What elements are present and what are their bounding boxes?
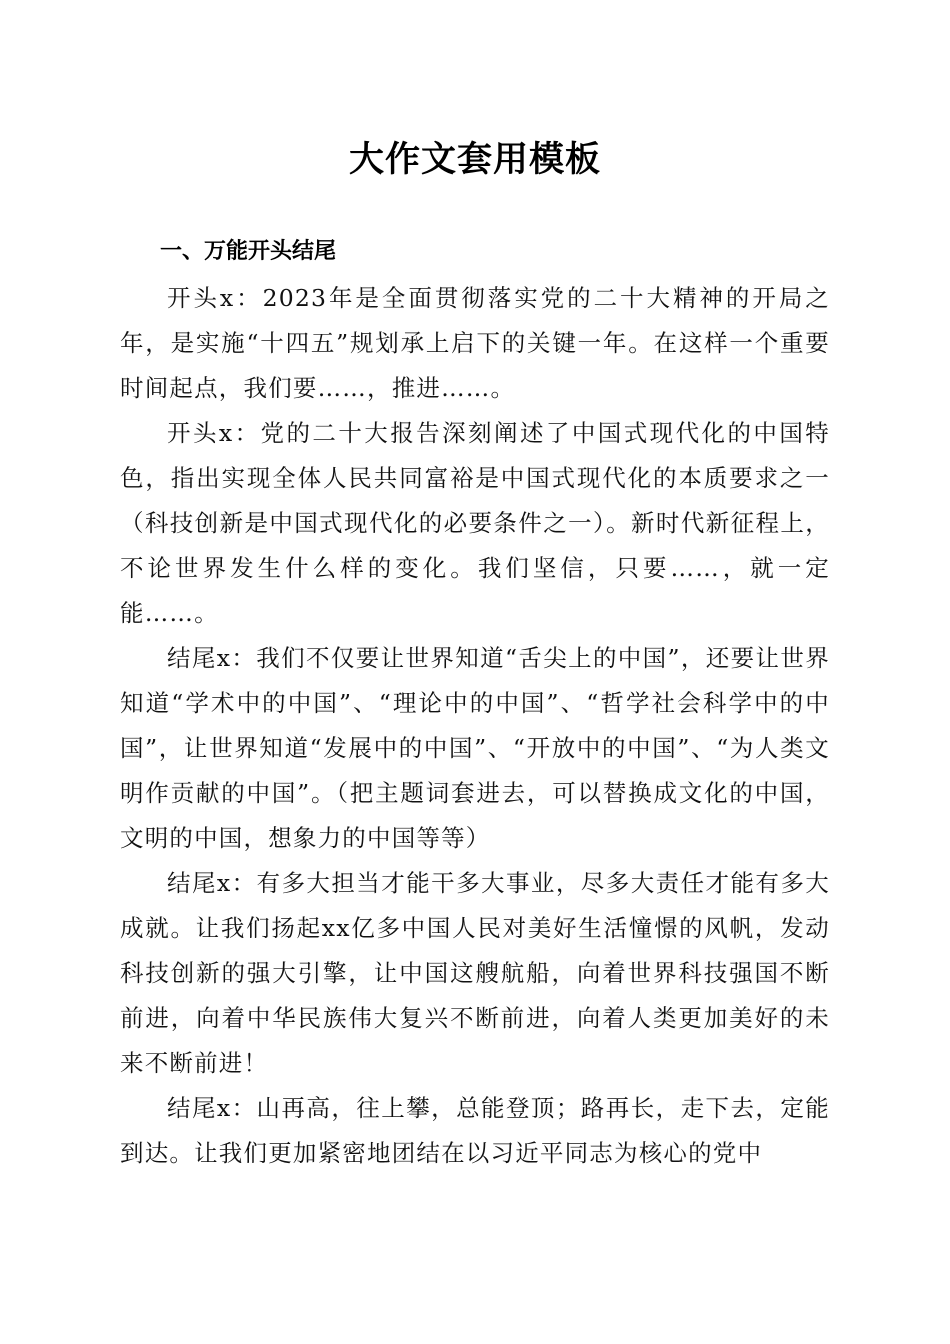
paragraph-ending-2: 结尾x：有多大担当才能干多大事业，尽多大责任才能有多大成就。让我们扬起xx亿多中国人民对美好生活憧憬的风帆，发动科技创新的强大引擎，让中国这艘航船，向着世界科技强国不断前进，向着中华民族伟大复兴不断前进，向着人类更加美好的未来不断前进！ — [120, 869, 830, 1077]
paragraph-opening-1: 开头x：2023年是全面贯彻落实党的二十大精神的开局之年，是实施“十四五”规划承上启下的关键一年。在这样一个重要时间起点，我们要……，推进……。 — [120, 284, 830, 402]
section-heading: 一、万能开头结尾 — [160, 239, 337, 264]
document-title: 大作文套用模板 — [348, 139, 601, 180]
paragraph-opening-2: 开头x：党的二十大报告深刻阐述了中国式现代化的中国特色，指出实现全体人民共同富裕是中国式现代化的本质要求之一（科技创新是中国式现代化的必要条件之一）。新时代新征程上，不论世界发生什么样的变化。我们坚信，只要……，就一定能……。 — [120, 419, 830, 627]
paragraph-ending-3: 结尾x：山再高，往上攀，总能登顶；路再长，走下去，定能到达。让我们更加紧密地团结在以习近平同志为核心的党中 — [120, 1094, 830, 1167]
document-body — [120, 276, 830, 1176]
paragraph-ending-1: 结尾x：我们不仅要让世界知道“舌尖上的中国”，还要让世界知道“学术中的中国”、“理论中的中国”、“哲学社会科学中的中国”，让世界知道“发展中的中国”、“开放中的中国”、“为人类文明作贡献的中国”。（把主题词套进去，可以替换成文化的中国，文明的中国，想象力的中国等等） — [120, 644, 830, 852]
